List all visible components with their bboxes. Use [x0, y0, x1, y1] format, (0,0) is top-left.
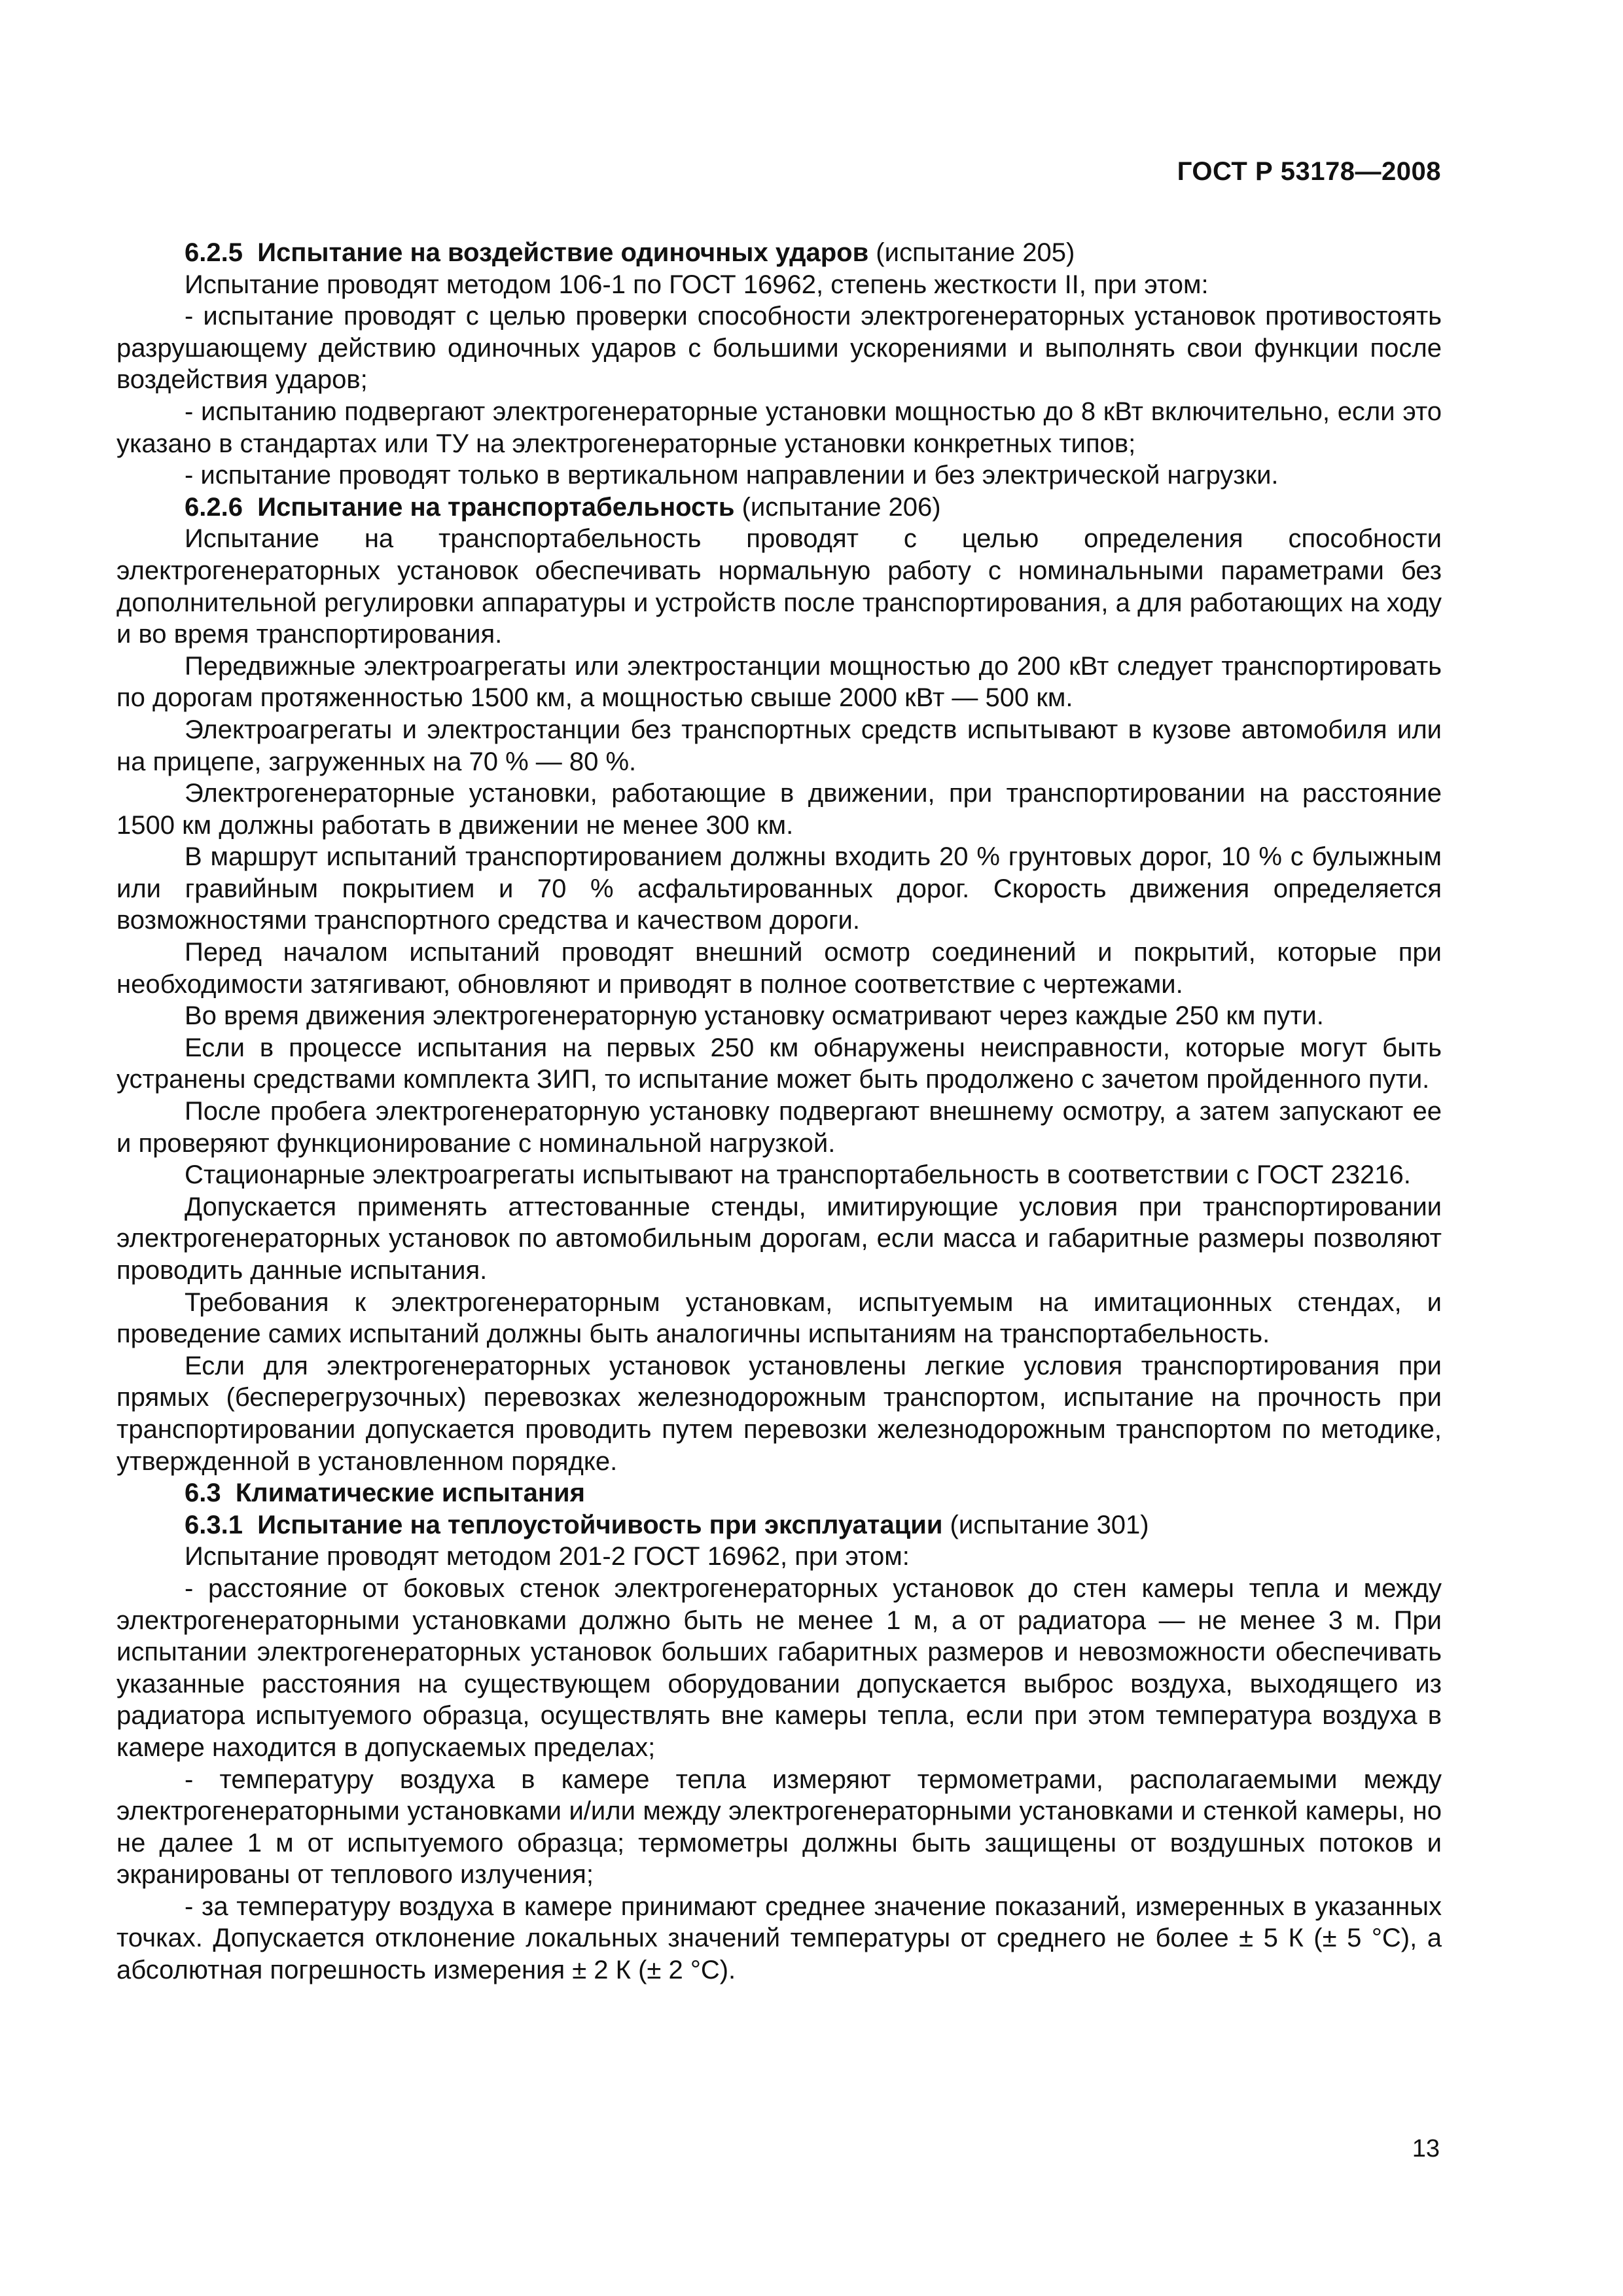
paragraph: Стационарные электроагрегаты испытывают на транспортабельность в соответствии с ГОСТ 23216.: [185, 1160, 1411, 1190]
paragraph: Допускается применять аттестованные стенды, имитирующие условия при транспортировании электрогенераторных установок по автомобильным дорогам, если масса и габаритные размеры позволяют проводить данные испытания.: [116, 1192, 1442, 1285]
section-heading: [116, 1477, 1442, 1509]
paragraph: - испытанию подвергают электрогенераторные установки мощностью до 8 кВт включительно, если это указано в стандартах или ТУ на электрогенераторные установки конкретных типов;: [116, 397, 1442, 458]
paragraph: Во время движения электрогенераторную установку осматривают через каждые 250 км пути.: [185, 1001, 1324, 1031]
section-title: Испытание на теплоустойчивость при эксплуатации: [257, 1510, 943, 1539]
paragraph: - температуру воздуха в камере тепла измеряют термометрами, располагаемыми между электрогенераторными установками и/или между электрогенераторными установками и стенкой камеры, но не далее 1 м от испытуемого образца; термометры должны быть защищены от воздушных потоков и экранированы от теплового излучения;: [116, 1765, 1442, 1890]
section-number: 6.3: [185, 1479, 221, 1508]
paragraph: Испытание на транспортабельность проводят с целью определения способности электрогенераторных установок обеспечивать нормальную работу с номинальными параметрами без дополнительной регулировки аппаратуры и устройств после транспортирования, а для работающих на ходу и во время транспортирования.: [116, 524, 1442, 649]
paragraph: После пробега электрогенераторную установку подвергают внешнему осмотру, а затем запускают ее и проверяют функционирование с номинальной нагрузкой.: [116, 1097, 1442, 1158]
paragraph: Испытание проводят методом 106-1 по ГОСТ 16962, степень жесткости II, при этом:: [185, 270, 1209, 299]
section-heading: [116, 237, 1442, 269]
section-number: 6.2.5: [185, 238, 243, 267]
section-note: (испытание 206): [734, 492, 941, 522]
paragraph: Электрогенераторные установки, работающие в движении, при транспортировании на расстояние 1500 км должны работать в движении не менее 300 км.: [116, 779, 1442, 840]
section-title: Испытание на транспортабельность: [257, 492, 735, 522]
document-body: [116, 237, 1442, 1986]
paragraph: Требования к электрогенераторным установкам, испытуемым на имитационных стендах, и проведение самих испытаний должны быть аналогичны испытаниям на транспортабельность.: [116, 1287, 1442, 1349]
paragraph: - испытание проводят с целью проверки способности электрогенераторных установок противостоять разрушающему действию одиночных ударов с большими ускорениями и выполнять свои функции после воздействия ударов;: [116, 302, 1442, 395]
document-header: ГОСТ Р 53178—2008: [1177, 157, 1441, 186]
paragraph: Электроагрегаты и электростанции без транспортных средств испытывают в кузове автомобиля или на прицепе, загруженных на 70 % — 80 %.: [116, 715, 1442, 776]
section-note: (испытание 301): [942, 1510, 1149, 1539]
section-title: Климатические испытания: [235, 1479, 585, 1508]
paragraph: Если в процессе испытания на первых 250 км обнаружены неисправности, которые могут быть устранены средствами комплекта ЗИП, то испытание может быть продолжено с зачетом пройденного пути.: [116, 1033, 1442, 1094]
paragraph: - расстояние от боковых стенок электрогенераторных установок до стен камеры тепла и между электрогенераторными установками должно быть не менее 1 м, а от радиатора — не менее 3 м. При испытании электрогенераторных установок больших габаритных размеров и невозможности обеспечивать указанные расстояния на существующем оборудовании допускается выброс воздуха, выходящего из радиатора испытуемого образца, осуществлять вне камеры тепла, если при этом температура воздуха в камере находится в допускаемых пределах;: [116, 1573, 1442, 1762]
section-note: (испытание 205): [868, 238, 1075, 267]
paragraph: - испытание проводят только в вертикальном направлении и без электрической нагрузки.: [185, 461, 1279, 490]
section-title: Испытание на воздействие одиночных ударов: [257, 238, 869, 267]
section-number: 6.2.6: [185, 492, 243, 522]
page-number: 13: [1412, 2135, 1440, 2162]
paragraph: - за температуру воздуха в камере принимают среднее значение показаний, измеренных в указанных точках. Допускается отклонение локальных значений температуры от среднего не более ± 5 К (± 5 °С), а абсолютная погрешность измерения ± 2 К (± 2 °С).: [116, 1892, 1442, 1985]
section-number: 6.3.1: [185, 1510, 243, 1539]
section-heading: [116, 1509, 1442, 1541]
section-heading: [116, 492, 1442, 524]
paragraph: Перед началом испытаний проводят внешний осмотр соединений и покрытий, которые при необходимости затягивают, обновляют и приводят в полное соответствие с чертежами.: [116, 938, 1442, 999]
paragraph: В маршрут испытаний транспортированием должны входить 20 % грунтовых дорог, 10 % с булыжным или гравийным покрытием и 70 % асфальтированных дорог. Скорость движения определяется возможностями транспортного средства и качеством дороги.: [116, 842, 1442, 935]
paragraph: Если для электрогенераторных установок установлены легкие условия транспортирования при прямых (бесперегрузочных) перевозках железнодорожным транспортом, испытание на прочность при транспортировании допускается проводить путем перевозки железнодорожным транспортом по методике, утвержденной в установленном порядке.: [116, 1351, 1442, 1476]
paragraph: Испытание проводят методом 201-2 ГОСТ 16962, при этом:: [185, 1542, 910, 1571]
paragraph: Передвижные электроагрегаты или электростанции мощностью до 200 кВт следует транспортировать по дорогам протяженностью 1500 км, а мощностью свыше 2000 кВт — 500 км.: [116, 651, 1442, 713]
